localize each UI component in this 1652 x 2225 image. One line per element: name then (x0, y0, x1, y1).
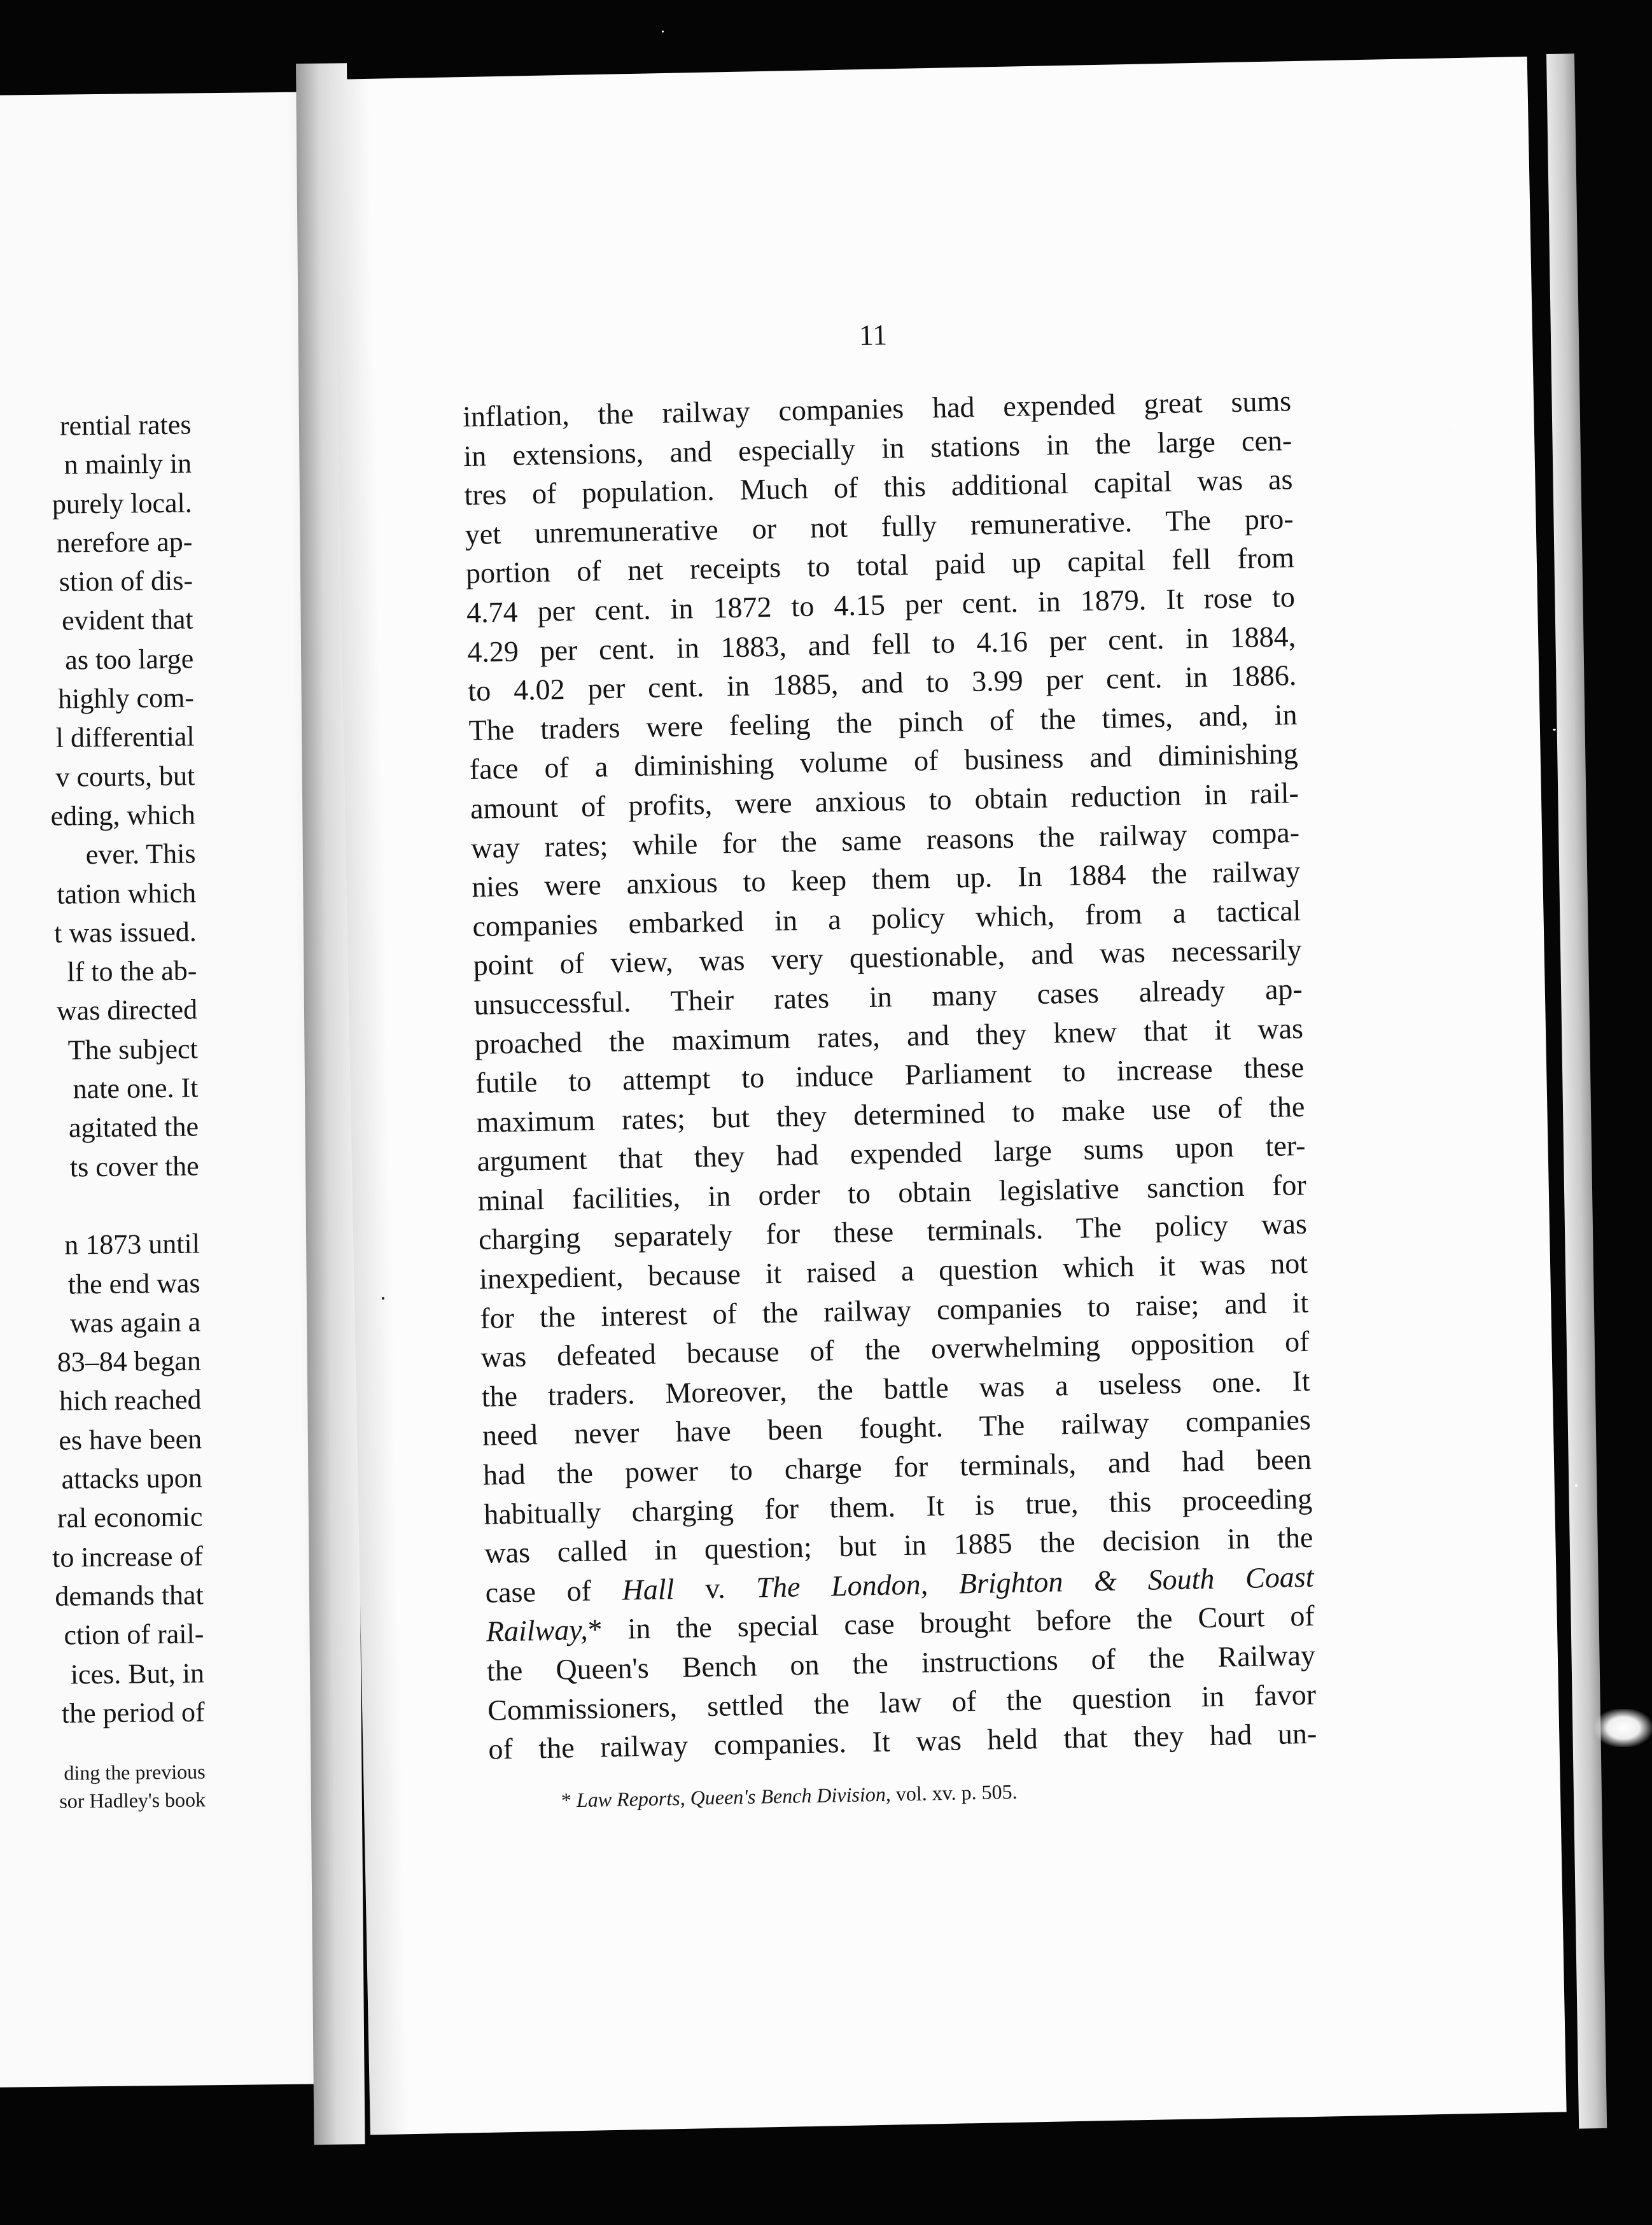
text-line: es have been (59, 1423, 202, 1456)
text-line: to increase of (52, 1540, 204, 1573)
text-line: the end was (67, 1267, 200, 1300)
text-line: proached the maximum rates, and they knew that it was (474, 1011, 1304, 1060)
dust-speck (1575, 1484, 1578, 1487)
text-line: nate one. It (73, 1072, 199, 1105)
text-line: nies were anxious to keep them up. In 1884 the railway (471, 855, 1301, 904)
text-line: the traders. Moreover, the battle was a useless one. It (481, 1364, 1311, 1413)
text-line: highly com- (57, 682, 195, 715)
text-line: 4.74 per cent. in 1872 to 4.15 per cent. in 1879. It rose to (466, 580, 1296, 629)
footnote-marker: * (587, 1613, 603, 1646)
text-line: unsuccessful. Their rates in many cases already ap- (473, 972, 1303, 1021)
text-line: inflation, the railway companies had expended great sums (462, 384, 1292, 433)
page-number: 11 (858, 318, 888, 352)
footnote: * Law Reports, Queen's Bench Division, vol. xv. p. 505. (561, 1779, 1018, 1812)
text-line: tation which (57, 876, 197, 910)
case-party: Hall (622, 1572, 675, 1606)
text-line: n mainly in (64, 447, 192, 481)
text-line: was called in question; but in 1885 the decision in the (484, 1521, 1313, 1570)
case-party: Railway, (486, 1613, 589, 1648)
text-line: inexpedient, because it raised a question which it was not (479, 1246, 1308, 1295)
text-line: charging separately for these terminals. The policy was (478, 1207, 1308, 1256)
text-line (0, 1185, 200, 1226)
previous-page-text (0, 405, 205, 1733)
footnote-line: sor Hadley's book (59, 1788, 206, 1813)
text-line: l differential (55, 720, 195, 754)
dust-speck (662, 31, 664, 32)
text-line: n 1873 until (64, 1228, 200, 1261)
text-line: was defeated because of the overwhelming opposition of (480, 1325, 1310, 1374)
text-line: ction of rail- (64, 1618, 204, 1651)
text-line: Railway,* in the special case brought before the Court of (486, 1599, 1315, 1648)
text-line: portion of net receipts to total paid up capital fell from (465, 541, 1295, 590)
text-line: for the interest of the railway companies to raise; and it (479, 1286, 1309, 1335)
text-line: case of Hall v. The London, Brighton & South Coast (485, 1560, 1314, 1609)
text-line: had the power to charge for terminals, and had been (482, 1442, 1312, 1491)
previous-page-footnote (0, 1757, 206, 1816)
text-line: ices. But, in (70, 1657, 205, 1690)
text-line: agitated the (68, 1111, 199, 1144)
text-line: minal facilities, in order to obtain legislative sanction for (477, 1168, 1307, 1217)
dust-speck (1553, 729, 1556, 731)
text-line: was directed (56, 993, 198, 1027)
text-line: as too large (65, 643, 194, 676)
body-text (463, 381, 1317, 1769)
text-line: habitually charging for them. It is true, this proceeding (483, 1482, 1313, 1531)
text-line: nerefore ap- (56, 526, 193, 559)
text-line: lf to the ab- (67, 955, 197, 988)
text-line: attacks upon (61, 1462, 203, 1495)
scanner-glare (1595, 1709, 1652, 1747)
text-line: in extensions, and especially in stations in the large cen- (463, 423, 1292, 472)
text-line: hich reached (59, 1384, 202, 1417)
text-line: v courts, but (55, 760, 195, 793)
text-line: evident that (61, 603, 193, 637)
text-line: demands that (55, 1579, 204, 1612)
text-line: to 4.02 per cent. in 1885, and to 3.99 per cent. in 1886. (467, 659, 1297, 708)
text-line: way rates; while for the same reasons the railway compa- (470, 815, 1300, 864)
dust-speck (1452, 425, 1455, 427)
text-line: point of view, was very questionable, and was necessarily (473, 933, 1303, 982)
text-line: the period of (61, 1696, 205, 1729)
text-line: Commissioners, settled the law of the question in favor (487, 1678, 1317, 1727)
text-line: maximum rates; but they determined to make use of the (475, 1090, 1305, 1139)
text-line: stion of dis- (59, 565, 193, 598)
text-line: The traders were feeling the pinch of the times, and, in (468, 698, 1298, 747)
text-line: ts cover the (69, 1150, 199, 1183)
current-page (331, 57, 1567, 2135)
text-line: need never have been fought. The railway companies (482, 1403, 1312, 1452)
text-line: companies embarked in a policy which, from a tactical (472, 894, 1301, 943)
text-line: t was issued. (53, 916, 197, 949)
text-line: 4.29 per cent. in 1883, and fell to 4.16 per cent. in 1884, (466, 619, 1296, 668)
text-line: ever. This (85, 838, 196, 871)
case-party: The London, Brighton & South Coast (755, 1560, 1314, 1604)
text-line: yet unremunerative or not fully remunerative. The pro- (465, 502, 1294, 551)
text-line: tres of population. Much of this additional capital was as (464, 463, 1293, 512)
dust-speck (382, 1297, 384, 1300)
footnote-line: ding the previous (64, 1760, 206, 1785)
text-line: eding, which (50, 799, 196, 832)
text-line: rential rates (59, 409, 192, 442)
text-line: The subject (67, 1033, 198, 1066)
text-line: futile to attempt to induce Parliament to increase these (475, 1051, 1305, 1100)
text-line: amount of profits, were anxious to obtain reduction in rail- (470, 776, 1299, 825)
text-line: face of a diminishing volume of business and diminishing (469, 737, 1299, 786)
text-line: purely local. (52, 487, 192, 520)
text-line: was again a (69, 1306, 201, 1339)
text-line: ral economic (57, 1501, 203, 1534)
text-line: of the railway companies. It was held that they had un- (487, 1716, 1317, 1765)
text-line: the Queen's Bench on the instructions of the Railway (486, 1638, 1316, 1687)
text-line: 83–84 began (57, 1345, 202, 1378)
text-line: argument that they had expended large sums upon ter- (477, 1129, 1306, 1178)
